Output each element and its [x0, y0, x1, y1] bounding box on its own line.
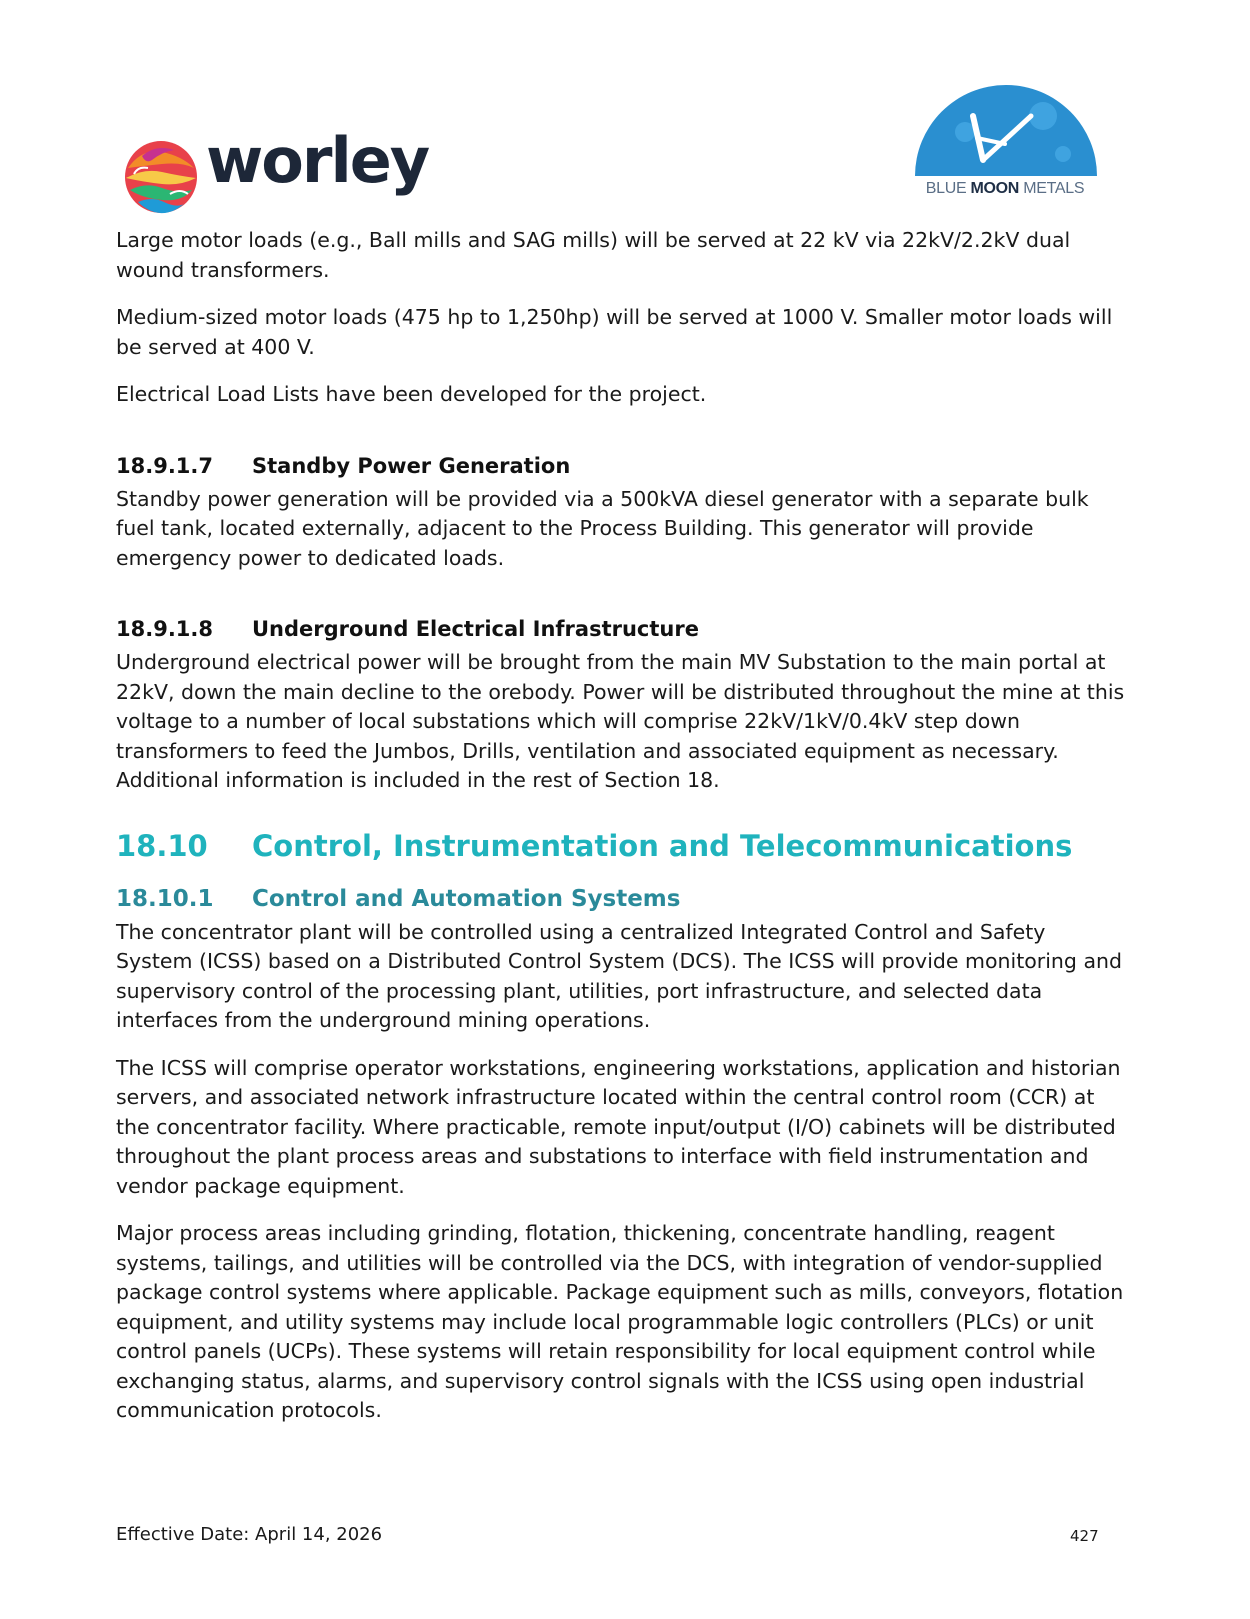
section-title: Underground Electrical Infrastructure	[252, 617, 699, 641]
paragraph-medium-motor-loads: Medium-sized motor loads (475 hp to 1,250hp) will be served at 1000 V. Smaller motor loads will be served at 400 V.	[116, 305, 1113, 359]
worley-swirl-logo-icon	[122, 138, 200, 216]
blue-moon-logo-icon	[913, 76, 1099, 178]
section-heading-control-instrumentation	[116, 826, 1126, 866]
blue-moon-metals-wordmark: BLUE MOON METALS	[925, 180, 1085, 197]
section-number: 18.9.1.7	[116, 453, 213, 478]
document-body	[116, 226, 1126, 1426]
blue-moon-metals-logo	[905, 76, 1105, 206]
section-number: 18.9.1.8	[116, 617, 213, 641]
subsection-heading-control-automation	[116, 882, 1126, 916]
section-title: Standby Power Generation	[252, 453, 571, 478]
worley-wordmark: worley	[206, 124, 429, 197]
effective-date: Effective Date: April 14, 2026	[116, 1524, 383, 1545]
section-title: Control and Automation Systems	[252, 885, 681, 912]
paragraph-standby-power: Standby power generation will be provided via a 500kVA diesel generator with a separate bulk fuel tank, located externally, adjacent to the Process Building. This generator will provide emergency power to dedicated loads.	[116, 486, 1089, 570]
paragraph-load-lists: Electrical Load Lists have been developed for the project.	[116, 382, 707, 406]
paragraph-underground-electrical: Underground electrical power will be brought from the main MV Substation to the main portal at 22kV, down the main decline to the orebody. Power will be distributed throughout the mine at this voltage to a number of local substations which will comprise 22kV/1kV/0.4kV step down transformers to feed the Jumbos, Drills, ventilation and associated equipment as necessary. Additional information is included in the rest of Section 18.	[116, 650, 1125, 792]
paragraph-large-motor-loads: Large motor loads (e.g., Ball mills and SAG mills) will be served at 22 kV via 22kV/2.2kV dual wound transformers.	[116, 228, 1071, 282]
paragraph-process-areas: Major process areas including grinding, flotation, thickening, concentrate handling, reagent systems, tailings, and utilities will be controlled via the DCS, with integration of vendor-supplied package control systems where applicable. Package equipment such as mills, conveyors, flotation equipment, and utility systems may include local programmable logic controllers (PLCs) or unit control panels (UCPs). These systems will retain responsibility for local equipment control while exchanging status, alarms, and supervisory control signals with the ICSS using open industrial communication protocols.	[116, 1221, 1124, 1422]
worley-logo	[122, 126, 442, 216]
section-heading-underground-electrical	[116, 615, 1126, 643]
page-number: 427	[1070, 1527, 1099, 1545]
section-number: 18.10.1	[116, 885, 214, 912]
section-title: Control, Instrumentation and Telecommunications	[252, 828, 1073, 863]
section-number: 18.10	[116, 828, 208, 863]
section-heading-standby-power	[116, 452, 1126, 480]
paragraph-icss-components: The ICSS will comprise operator workstations, engineering workstations, application and historian servers, and associated network infrastructure located within the central control room (CCR) at the concentrator facility. Where practicable, remote input/output (I/O) cabinets will be distributed throughout the plant process areas and substations to interface with field instrumentation and vendor package equipment.	[116, 1055, 1121, 1198]
paragraph-icss-overview: The concentrator plant will be controlled using a centralized Integrated Control and Safety System (ICSS) based on a Distributed Control System (DCS). The ICSS will provide monitoring and supervisory control of the processing plant, utilities, port infrastructure, and selected data interfaces from the underground mining operations.	[116, 919, 1123, 1032]
